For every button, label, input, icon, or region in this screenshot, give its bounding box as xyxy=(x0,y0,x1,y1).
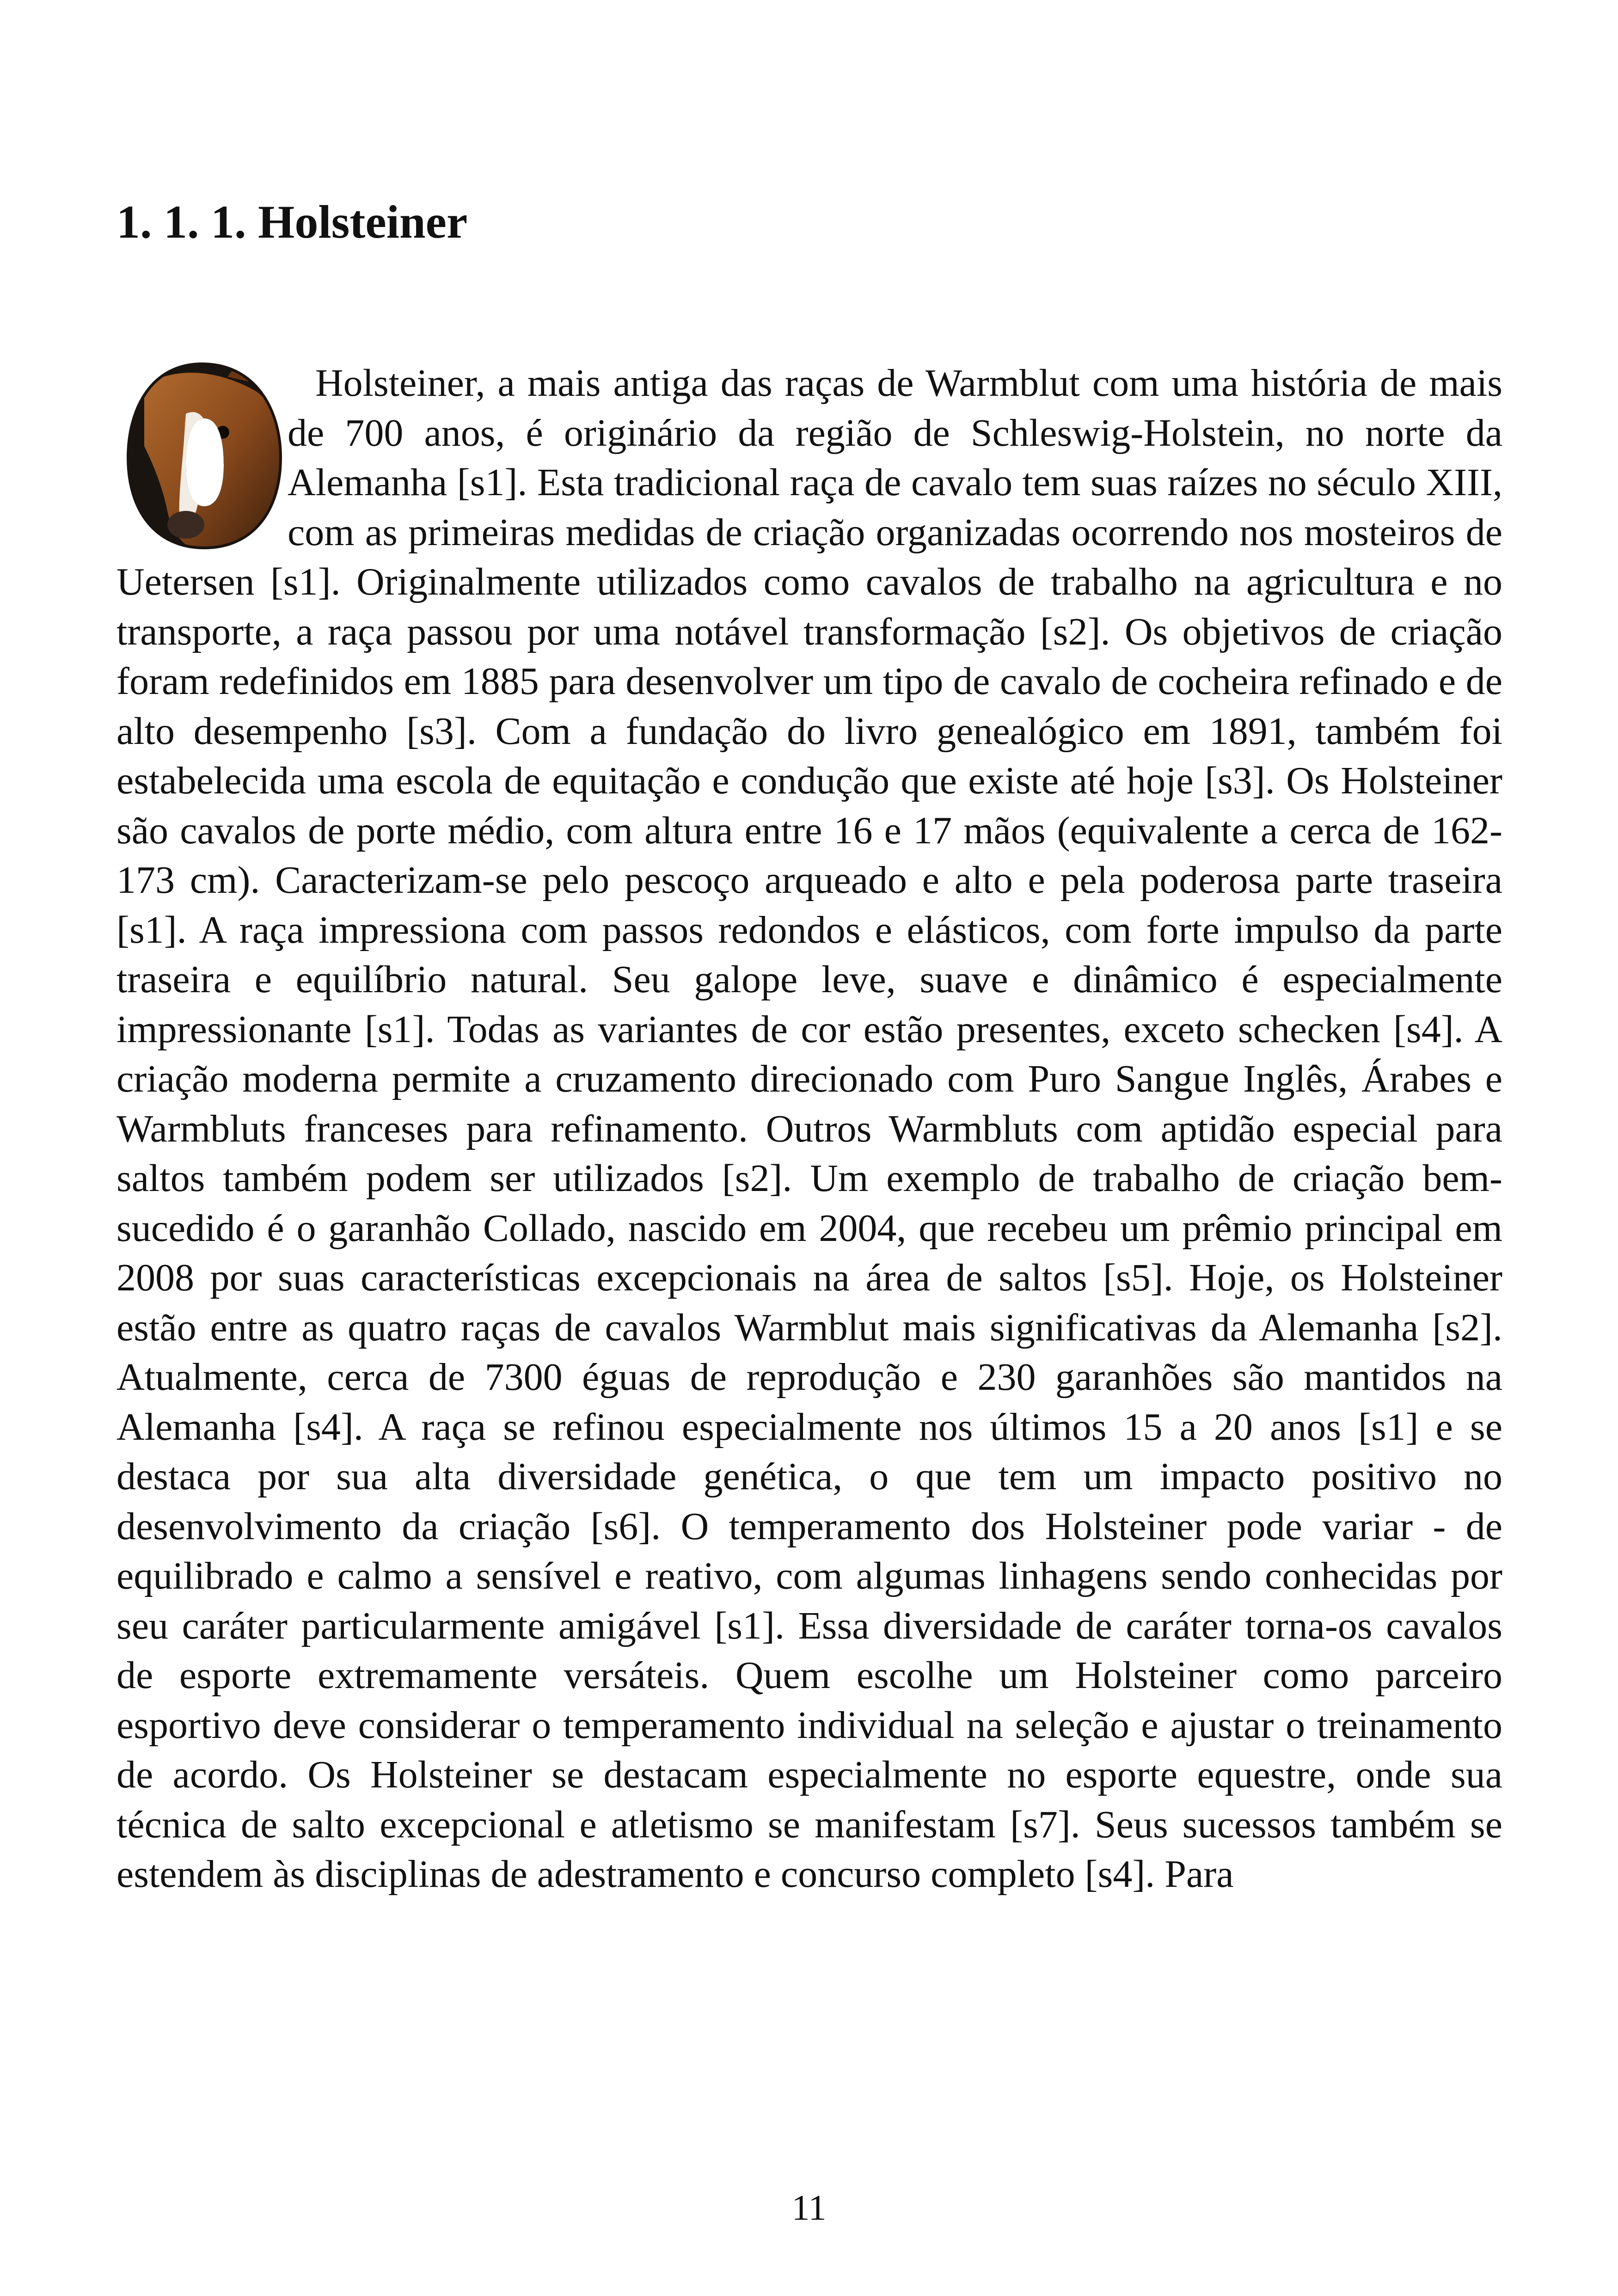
body-paragraph xyxy=(116,358,1502,1899)
body-text: Holsteiner, a mais antiga das raças de Warmblut com uma história de mais de 700 anos, é originário da região de Schleswig-Holstein, no norte da Alemanha [s1]. Esta tradicional raça de cavalo tem suas raízes no século XIII, com as primeiras medidas de criação organizadas ocorrendo nos mosteiros de Uetersen [s1]. Originalmente utilizados como cavalos de trabalho na agricultura e no transporte, a raça passou por uma notável transformação [s2]. Os objetivos de criação foram redefinidos em 1885 para desenvolver um tipo de cavalo de cocheira refinado e de alto desempenho [s3]. Com a fundação do livro genealógico em 1891, também foi estabelecida uma escola de equitação e condução que existe até hoje [s3]. Os Holsteiner são cavalos de porte médio, com altura entre 16 e 17 mãos (equivalente a cerca de 162-173 cm). Caracterizam-se pelo pescoço arqueado e alto e pela poderosa parte traseira [s1]. A raça impressiona com passos redondos e elásticos, com forte impulso da parte traseira e equilíbrio natural. Seu galope leve, suave e dinâmico é especialmente impressionante [s1]. Todas as variantes de cor estão presentes, exceto schecken [s4]. A criação moderna permite a cruzamento direcionado com Puro Sangue Inglês, Árabes e Warmbluts franceses para refinamento. Outros Warmbluts com aptidão especial para saltos também podem ser utilizados [s2]. Um exemplo de trabalho de criação bem-sucedido é o garanhão Collado, nascido em 2004, que recebeu um prêmio principal em 2008 por suas características excepcionais na área de saltos [s5]. Hoje, os Holsteiner estão entre as quatro raças de cavalos Warmblut mais significativas da Alemanha [s2]. Atualmente, cerca de 7300 éguas de reprodução e 230 garanhões são mantidos na Alemanha [s4]. A raça se refinou especialmente nos últimos 15 a 20 anos [s1] e se destaca por sua alta diversidade genética, o que tem um impacto positivo no desenvolvimento da criação [s6]. O temperamento dos Holsteiner pode variar - de equilibrado e calmo a sensível e reativo, com algumas linhagens sendo conhecidas por seu caráter particularmente amigável [s1]. Essa diversidade de caráter torna-os cavalos de esporte extremamente versáteis. Quem escolhe um Holsteiner como parceiro esportivo deve considerar o temperamento individual na seleção e ajustar o treinamento de acordo. Os Holsteiner se destacam especialmente no esporte equestre, onde sua técnica de salto excepcional e atletismo se manifestam [s7]. Seus sucessos também se estendem às disciplinas de adestramento e concurso completo [s4]. Para xyxy=(116,362,1502,1896)
horse-head-icon xyxy=(116,358,288,553)
dropcap-horse-image xyxy=(116,358,288,553)
section-heading: 1. 1. 1. Holsteiner xyxy=(116,196,468,248)
page-number: 11 xyxy=(791,2187,827,2228)
